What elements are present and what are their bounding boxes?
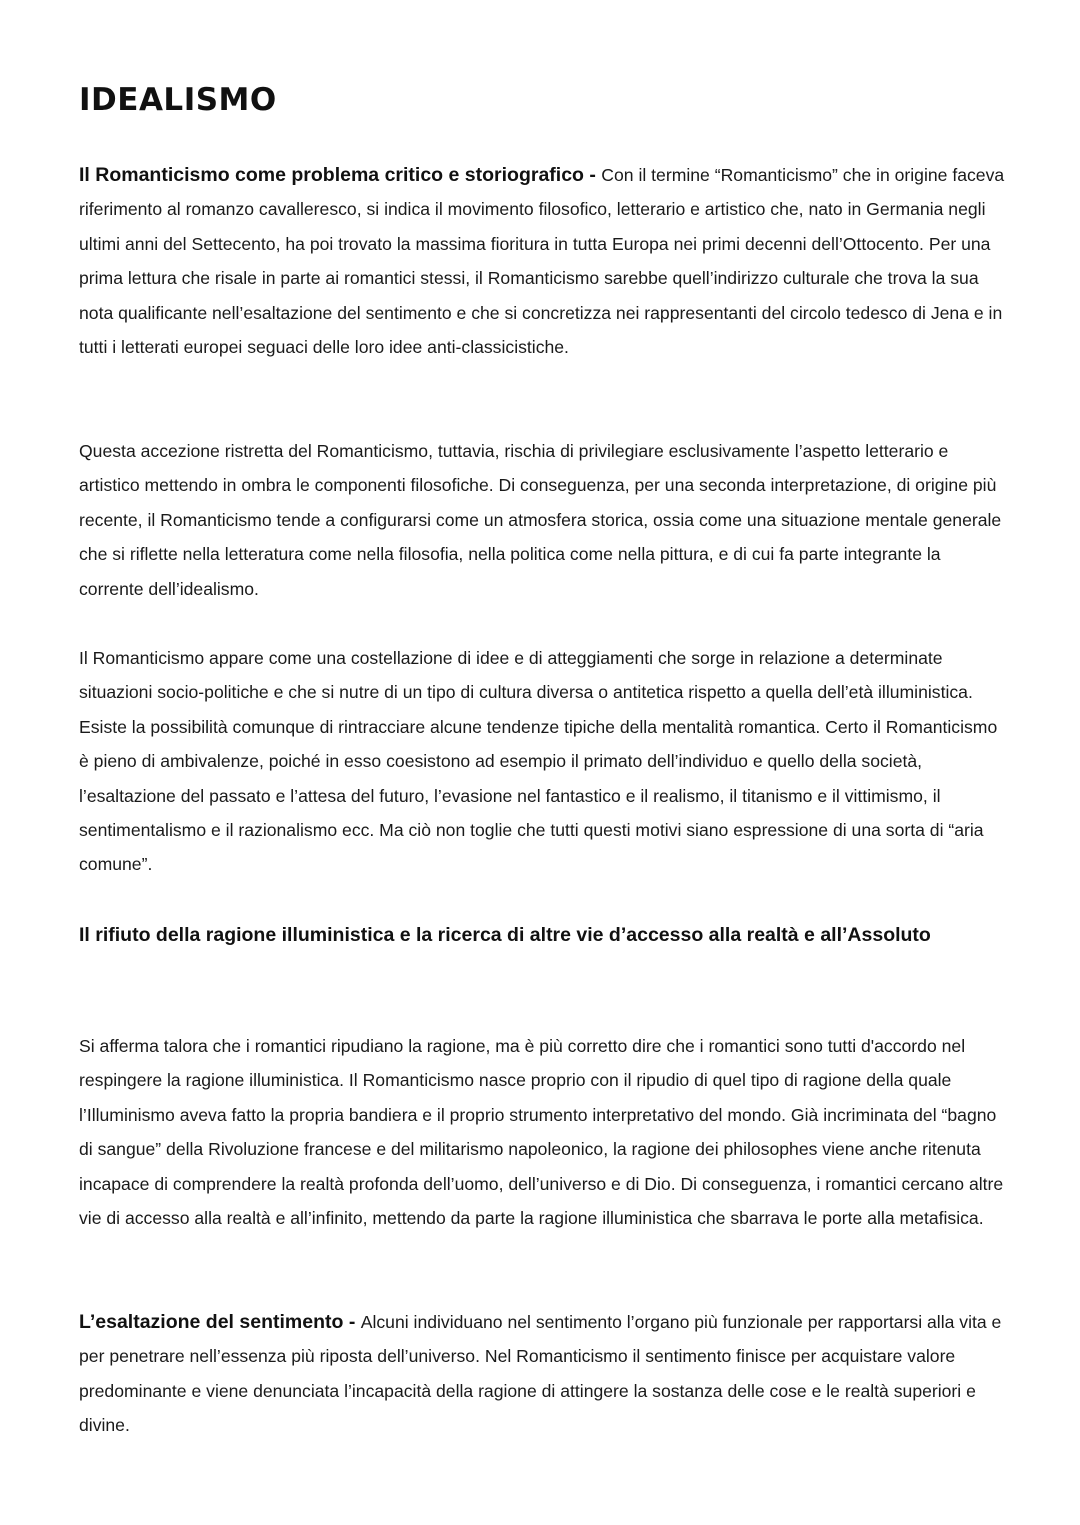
section-text-esaltazione-sentimento: Alcuni individuano nel sentimento l’organo più funzionale per rapportarsi alla vita e per penetrare nell’essenza più riposta dell’universo. Nel Romanticismo il sentimento finisce per acquistare valore predominante e viene denunciata l’incapacità della ragione di attingere la sostanza delle cose e le realtà superiori e divine. — [79, 1312, 1002, 1436]
heading-rifiuto-ragione: Il rifiuto della ragione illuministica e la ricerca di altre vie d’accesso alla realtà e all’Assoluto — [79, 924, 931, 946]
paragraph-ripudio-ragione: Si afferma talora che i romantici ripudiano la ragione, ma è più corretto dire che i romantici sono tutti d'accordo nel respingere la ragione illuministica. Il Romanticismo nasce proprio con il ripudio di quel tipo di ragione della quale l’Illuminismo aveva fatto la propria bandiera e il proprio strumento interpretativo del mondo. Già incriminata del “bagno di sangue” della Rivoluzione francese e del militarismo napoleonico, la ragione dei philosophes viene anche ritenuta incapace di comprendere la realtà profonda dell’uomo, dell’universo e di Dio. Di conseguenza, i romantici cercano altre vie di accesso alla realtà e all’infinito, mettendo da parte la ragione illuministica che sbarrava le porte alla metafisica. — [79, 1036, 1004, 1229]
section-lead-esaltazione-sentimento: L’esaltazione del sentimento - — [79, 1311, 361, 1333]
paragraph-romanticismo-problema — [79, 158, 1005, 364]
section-lead-romanticismo-problema: Il Romanticismo come problema critico e storiografico - — [79, 164, 602, 186]
paragraph-esaltazione-sentimento — [79, 1305, 1005, 1443]
document-title: IDEALISMO — [79, 82, 277, 118]
paragraph-accezione-ristretta: Questa accezione ristretta del Romanticismo, tuttavia, rischia di privilegiare esclusivamente l’aspetto letterario e artistico mettendo in ombra le componenti filosofiche. Di conseguenza, per una seconda interpretazione, di origine più recente, il Romanticismo tende a configurarsi come un atmosfera storica, ossia come una situazione mentale generale che si riflette nella letteratura come nella filosofia, nella politica come nella pittura, e di cui fa parte integrante la corrente dell’idealismo. — [79, 441, 1002, 599]
paragraph-costellazione-idee: Il Romanticismo appare come una costellazione di idee e di atteggiamenti che sorge in relazione a determinate situazioni socio-politiche e che si nutre di un tipo di cultura diversa o antitetica rispetto a quella dell’età illuministica. Esiste la possibilità comunque di rintracciare alcune tendenze tipiche della mentalità romantica. Certo il Romanticismo è pieno di ambivalenze, poiché in esso coesistono ad esempio il primato dell’individuo e quello della società, l’esaltazione del passato e l’attesa del futuro, l’evasione nel fantastico e il realismo, il titanismo e il vittimismo, il sentimentalismo e il razionalismo ecc. Ma ciò non toglie che tutti questi motivi siano espressione di una sorta di “aria comune”. — [79, 648, 998, 875]
section-text-romanticismo-problema: Con il termine “Romanticismo” che in origine faceva riferimento al romanzo cavalleresco, si indica il movimento filosofico, letterario e artistico che, nato in Germania negli ultimi anni del Settecento, ha poi trovato la massima fioritura in tutta Europa nei primi decenni dell’Ottocento. Per una prima lettura che risale in parte ai romantici stessi, il Romanticismo sarebbe quell’indirizzo culturale che trova la sua nota qualificante nell’esaltazione del sentimento e che si concretizza nei rappresentanti del circolo tedesco di Jena e in tutti i letterati europei seguaci delle loro idee anti-classicistiche. — [79, 165, 1005, 358]
